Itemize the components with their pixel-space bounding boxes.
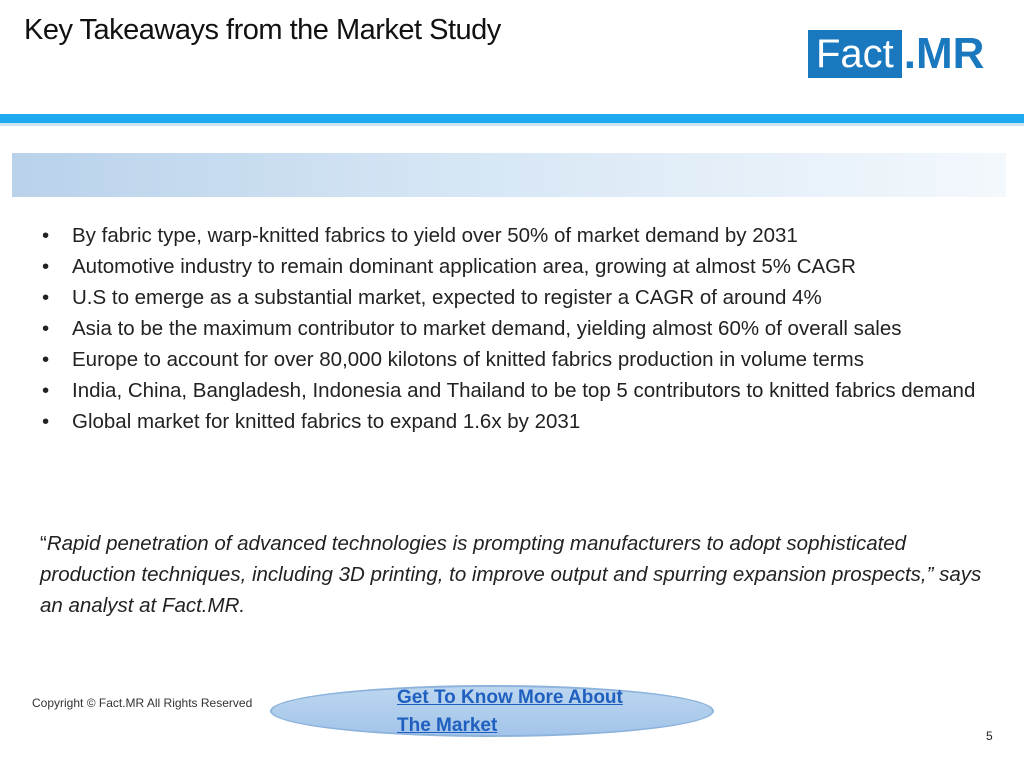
list-item-text: Automotive industry to remain dominant application area, growing at almost 5% CAGR [72,255,856,278]
list-item [40,313,1002,344]
list-item [40,220,1002,251]
list-item-text: Europe to account for over 80,000 kilotons of knitted fabrics production in volume terms [72,348,864,371]
list-item-text: Global market for knitted fabrics to expand 1.6x by 2031 [72,410,581,433]
list-item [40,282,1002,313]
list-item [40,406,1002,437]
list-item-text: By fabric type, warp-knitted fabrics to yield over 50% of market demand by 2031 [72,224,798,247]
list-item-text: U.S to emerge as a substantial market, expected to register a CAGR of around 4% [72,286,822,309]
quote-text: Rapid penetration of advanced technologies is prompting manufacturers to adopt sophisticated production techniques, including 3D printing, to improve output and spurring expansion prospects,” says an analyst at Fact.MR. [40,532,982,617]
page-title: Key Takeaways from the Market Study [24,14,501,46]
list-item [40,344,1002,375]
list-item [40,251,1002,282]
quote-open-mark: “ [40,532,47,555]
bullet-icon: • [42,255,50,278]
bullet-icon: • [42,410,50,433]
list-item-text: Asia to be the maximum contributor to market demand, yielding almost 60% of overall sales [72,317,902,340]
header-divider [0,114,1024,123]
bullet-icon: • [42,379,50,402]
bullet-icon: • [42,286,50,309]
get-to-know-more-link[interactable]: Get To Know More About The Market [397,687,623,736]
page-number: 5 [986,729,993,743]
bullet-icon: • [42,224,50,247]
gradient-banner [12,153,1006,197]
list-item [40,375,1002,406]
logo-mr-text: .MR [903,29,985,78]
copyright-text: Copyright © Fact.MR All Rights Reserved [32,696,253,710]
analyst-quote [40,528,1002,621]
bullet-icon: • [42,348,50,371]
fact-mr-logo [808,30,984,78]
list-item-text: India, China, Bangladesh, Indonesia and Thailand to be top 5 contributors to knitted fabrics demand [72,379,976,402]
logo-fact-text: Fact [808,30,902,78]
takeaways-list [40,220,1002,437]
header-divider-shadow [0,123,1024,126]
bullet-icon: • [42,317,50,340]
